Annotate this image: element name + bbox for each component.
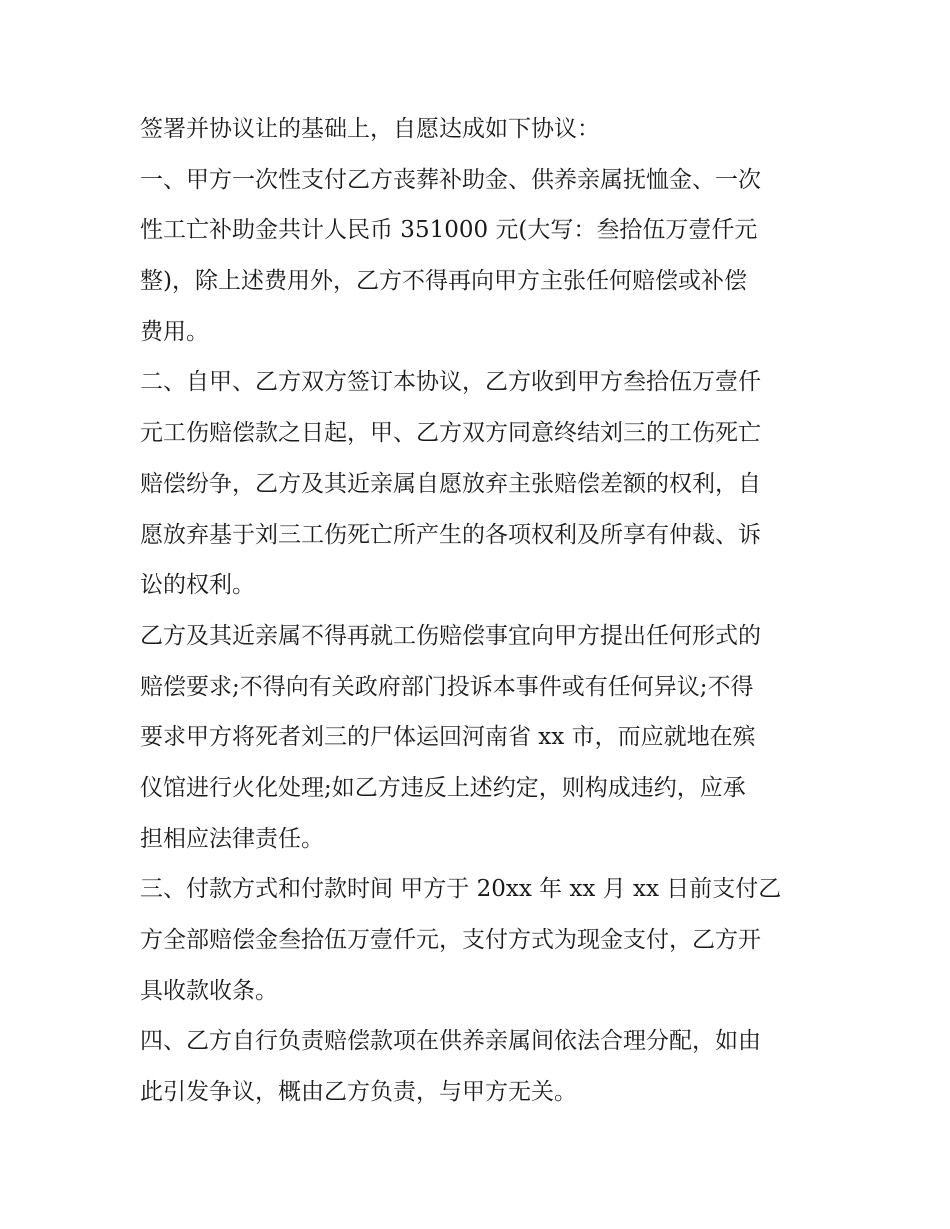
paragraph-clause-4: [140, 1016, 815, 1117]
text-line: 担相应法律责任。: [140, 825, 324, 852]
text-line: 二、自甲、乙方双方签订本协议，乙方收到甲方叁拾伍万壹仟: [140, 369, 761, 396]
text-line: 讼的权利。: [140, 572, 255, 599]
text-line: 方全部赔偿金叁拾伍万壹仟元，支付方式为现金支付，乙方开: [140, 927, 761, 953]
text-line: 性工亡补助金共计人民币 351000 元(大写：叁拾伍万壹仟元: [140, 217, 758, 244]
text-line: 一、甲方一次性支付乙方丧葬补助金、供养亲属抚恤金、一次: [140, 166, 761, 193]
text-line: 费用。: [140, 318, 209, 345]
text-line: 此引发争议，概由乙方负责，与甲方无关。: [140, 1079, 577, 1106]
text-line: 要求甲方将死者刘三的尸体运回河南省 xx 市，而应就地在殡: [140, 724, 756, 751]
paragraph-clause-1: [140, 155, 815, 358]
text-line: 赔偿纷争，乙方及其近亲属自愿放弃主张赔偿差额的权利，自: [140, 470, 761, 497]
text-line: 三、付款方式和付款时间 甲方于 20xx 年 xx 月 xx 日前支付乙: [140, 876, 782, 903]
text-line: 元工伤赔偿款之日起，甲、乙方双方同意终结刘三的工伤死亡: [140, 420, 761, 447]
document-body: [140, 104, 815, 1118]
text-line: 四、乙方自行负责赔偿款项在供养亲属间依法合理分配，如由: [140, 1028, 761, 1055]
text-line: 仪馆进行火化处理;如乙方违反上述约定，则构成违约，应承: [140, 774, 746, 801]
text-line: 整)，除上述费用外，乙方不得再向甲方主张任何赔偿或补偿: [140, 268, 747, 295]
text-line: 愿放弃基于刘三工伤死亡所产生的各项权利及所享有仲裁、诉: [140, 521, 761, 548]
text-line: 签署并协议让的基础上，自愿达成如下协议：: [140, 116, 600, 142]
paragraph-clause-3: [140, 864, 815, 1016]
paragraph-clause-2: [140, 357, 815, 610]
text-line: 赔偿要求;不得向有关政府部门投诉本事件或有任何异议;不得: [140, 673, 754, 700]
paragraph-clause-2-continued: [140, 611, 815, 864]
text-line: 具收款收条。: [140, 977, 278, 1004]
text-line: 乙方及其近亲属不得再就工伤赔偿事宜向甲方提出任何形式的: [140, 622, 761, 649]
paragraph-intro: [140, 104, 815, 155]
